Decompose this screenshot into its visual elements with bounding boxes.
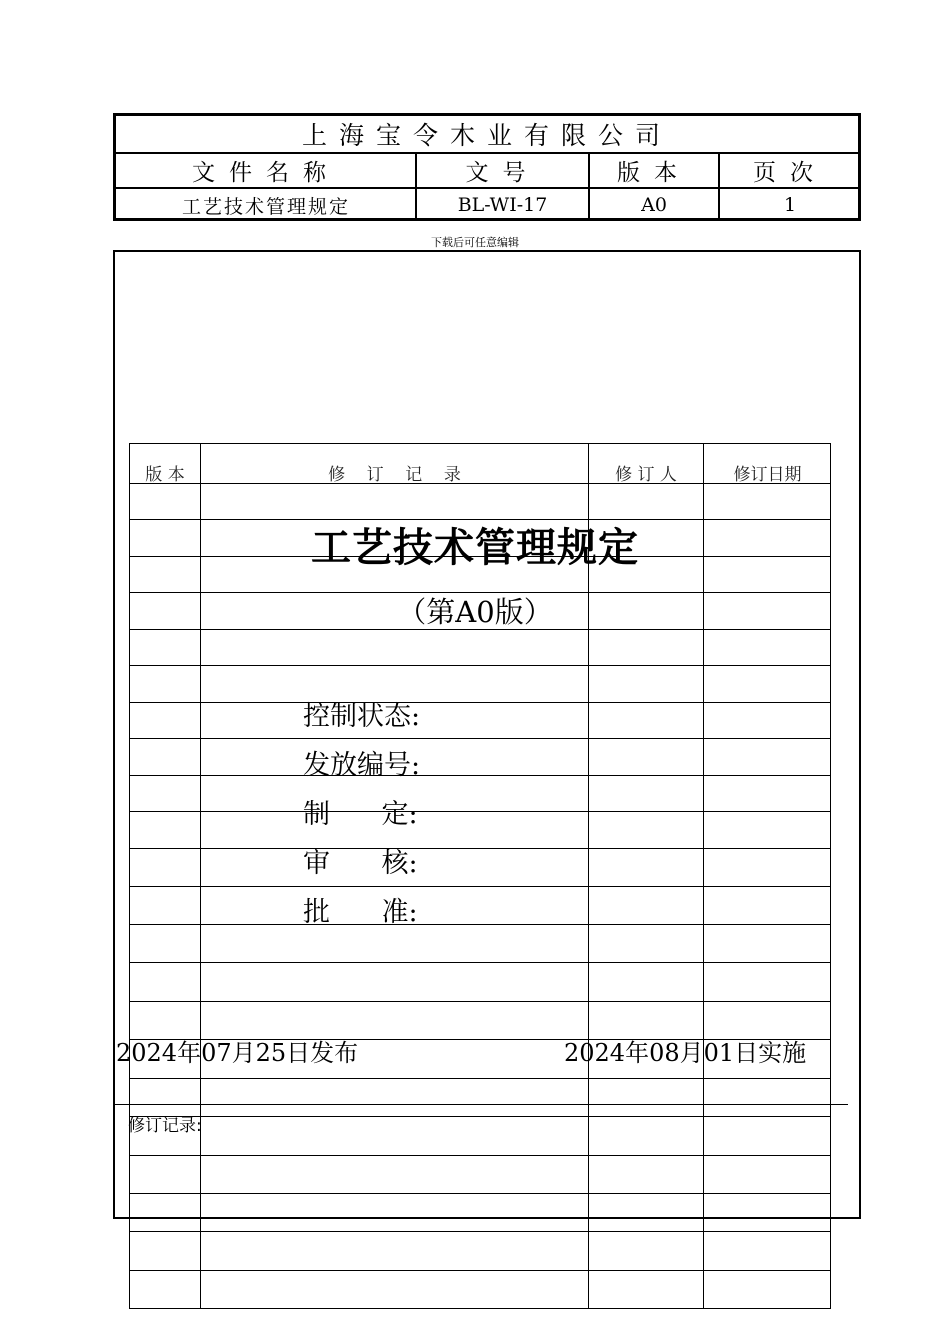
header-value-doc-number: BL-WI-17	[457, 194, 548, 216]
revision-record-label: 修订记录:	[128, 1116, 202, 1136]
divider-line	[113, 1104, 848, 1105]
revision-table-row-line	[129, 811, 831, 812]
prepared-by-label: 制 定:	[303, 799, 418, 830]
edition-label: （第A0版）	[397, 595, 553, 629]
company-name: 上海宝令木业有限公司	[116, 116, 858, 154]
revision-table-row-line	[129, 1231, 831, 1232]
control-status-label: 控制状态:	[303, 701, 421, 732]
revision-header-reviser: 修 订 人	[615, 465, 677, 485]
document-title: 工艺技术管理规定	[311, 524, 639, 571]
header-divider	[588, 154, 590, 218]
issue-date: 2024年07月25日发布	[116, 1039, 359, 1067]
revision-table-row-line	[129, 1116, 831, 1117]
revision-table-row-line	[129, 665, 831, 666]
revision-table-row-line	[129, 738, 831, 739]
effective-date: 2024年08月01日实施	[564, 1039, 807, 1067]
revision-header-version: 版 本	[145, 465, 185, 485]
header-value-page: 1	[783, 194, 797, 216]
header-label-filename: 文件名称	[116, 154, 416, 189]
revision-table-row-line	[129, 924, 831, 925]
approved-by-label: 批 准:	[303, 897, 418, 928]
revision-table-row-line	[129, 886, 831, 887]
revision-table-row-line	[129, 962, 831, 963]
distribution-number-label: 发放编号:	[303, 750, 421, 781]
document-header-table	[113, 113, 861, 221]
header-divider	[718, 154, 720, 218]
revision-header-date: 修订日期	[733, 465, 802, 485]
revision-table-row-line	[129, 1193, 831, 1194]
header-value-version: A0	[641, 194, 667, 216]
header-label-doc-number: 文号	[416, 154, 589, 189]
revision-table-row-line	[129, 1078, 831, 1079]
revision-table-row-line	[129, 702, 831, 703]
revision-table-row-line	[129, 1155, 831, 1156]
reviewed-by-label: 审 核:	[303, 848, 418, 879]
revision-table-row-line	[129, 1001, 831, 1002]
edit-note: 下载后可任意编辑	[431, 236, 519, 249]
revision-table-row-line	[129, 775, 831, 776]
revision-table-row-line	[129, 848, 831, 849]
revision-table-row-line	[129, 1270, 831, 1271]
header-value-filename: 工艺技术管理规定	[181, 195, 350, 218]
header-label-version: 版本	[589, 154, 719, 189]
revision-header-record: 修 订 记 录	[328, 465, 461, 485]
header-label-page: 页次	[719, 154, 861, 189]
header-divider	[415, 154, 417, 218]
